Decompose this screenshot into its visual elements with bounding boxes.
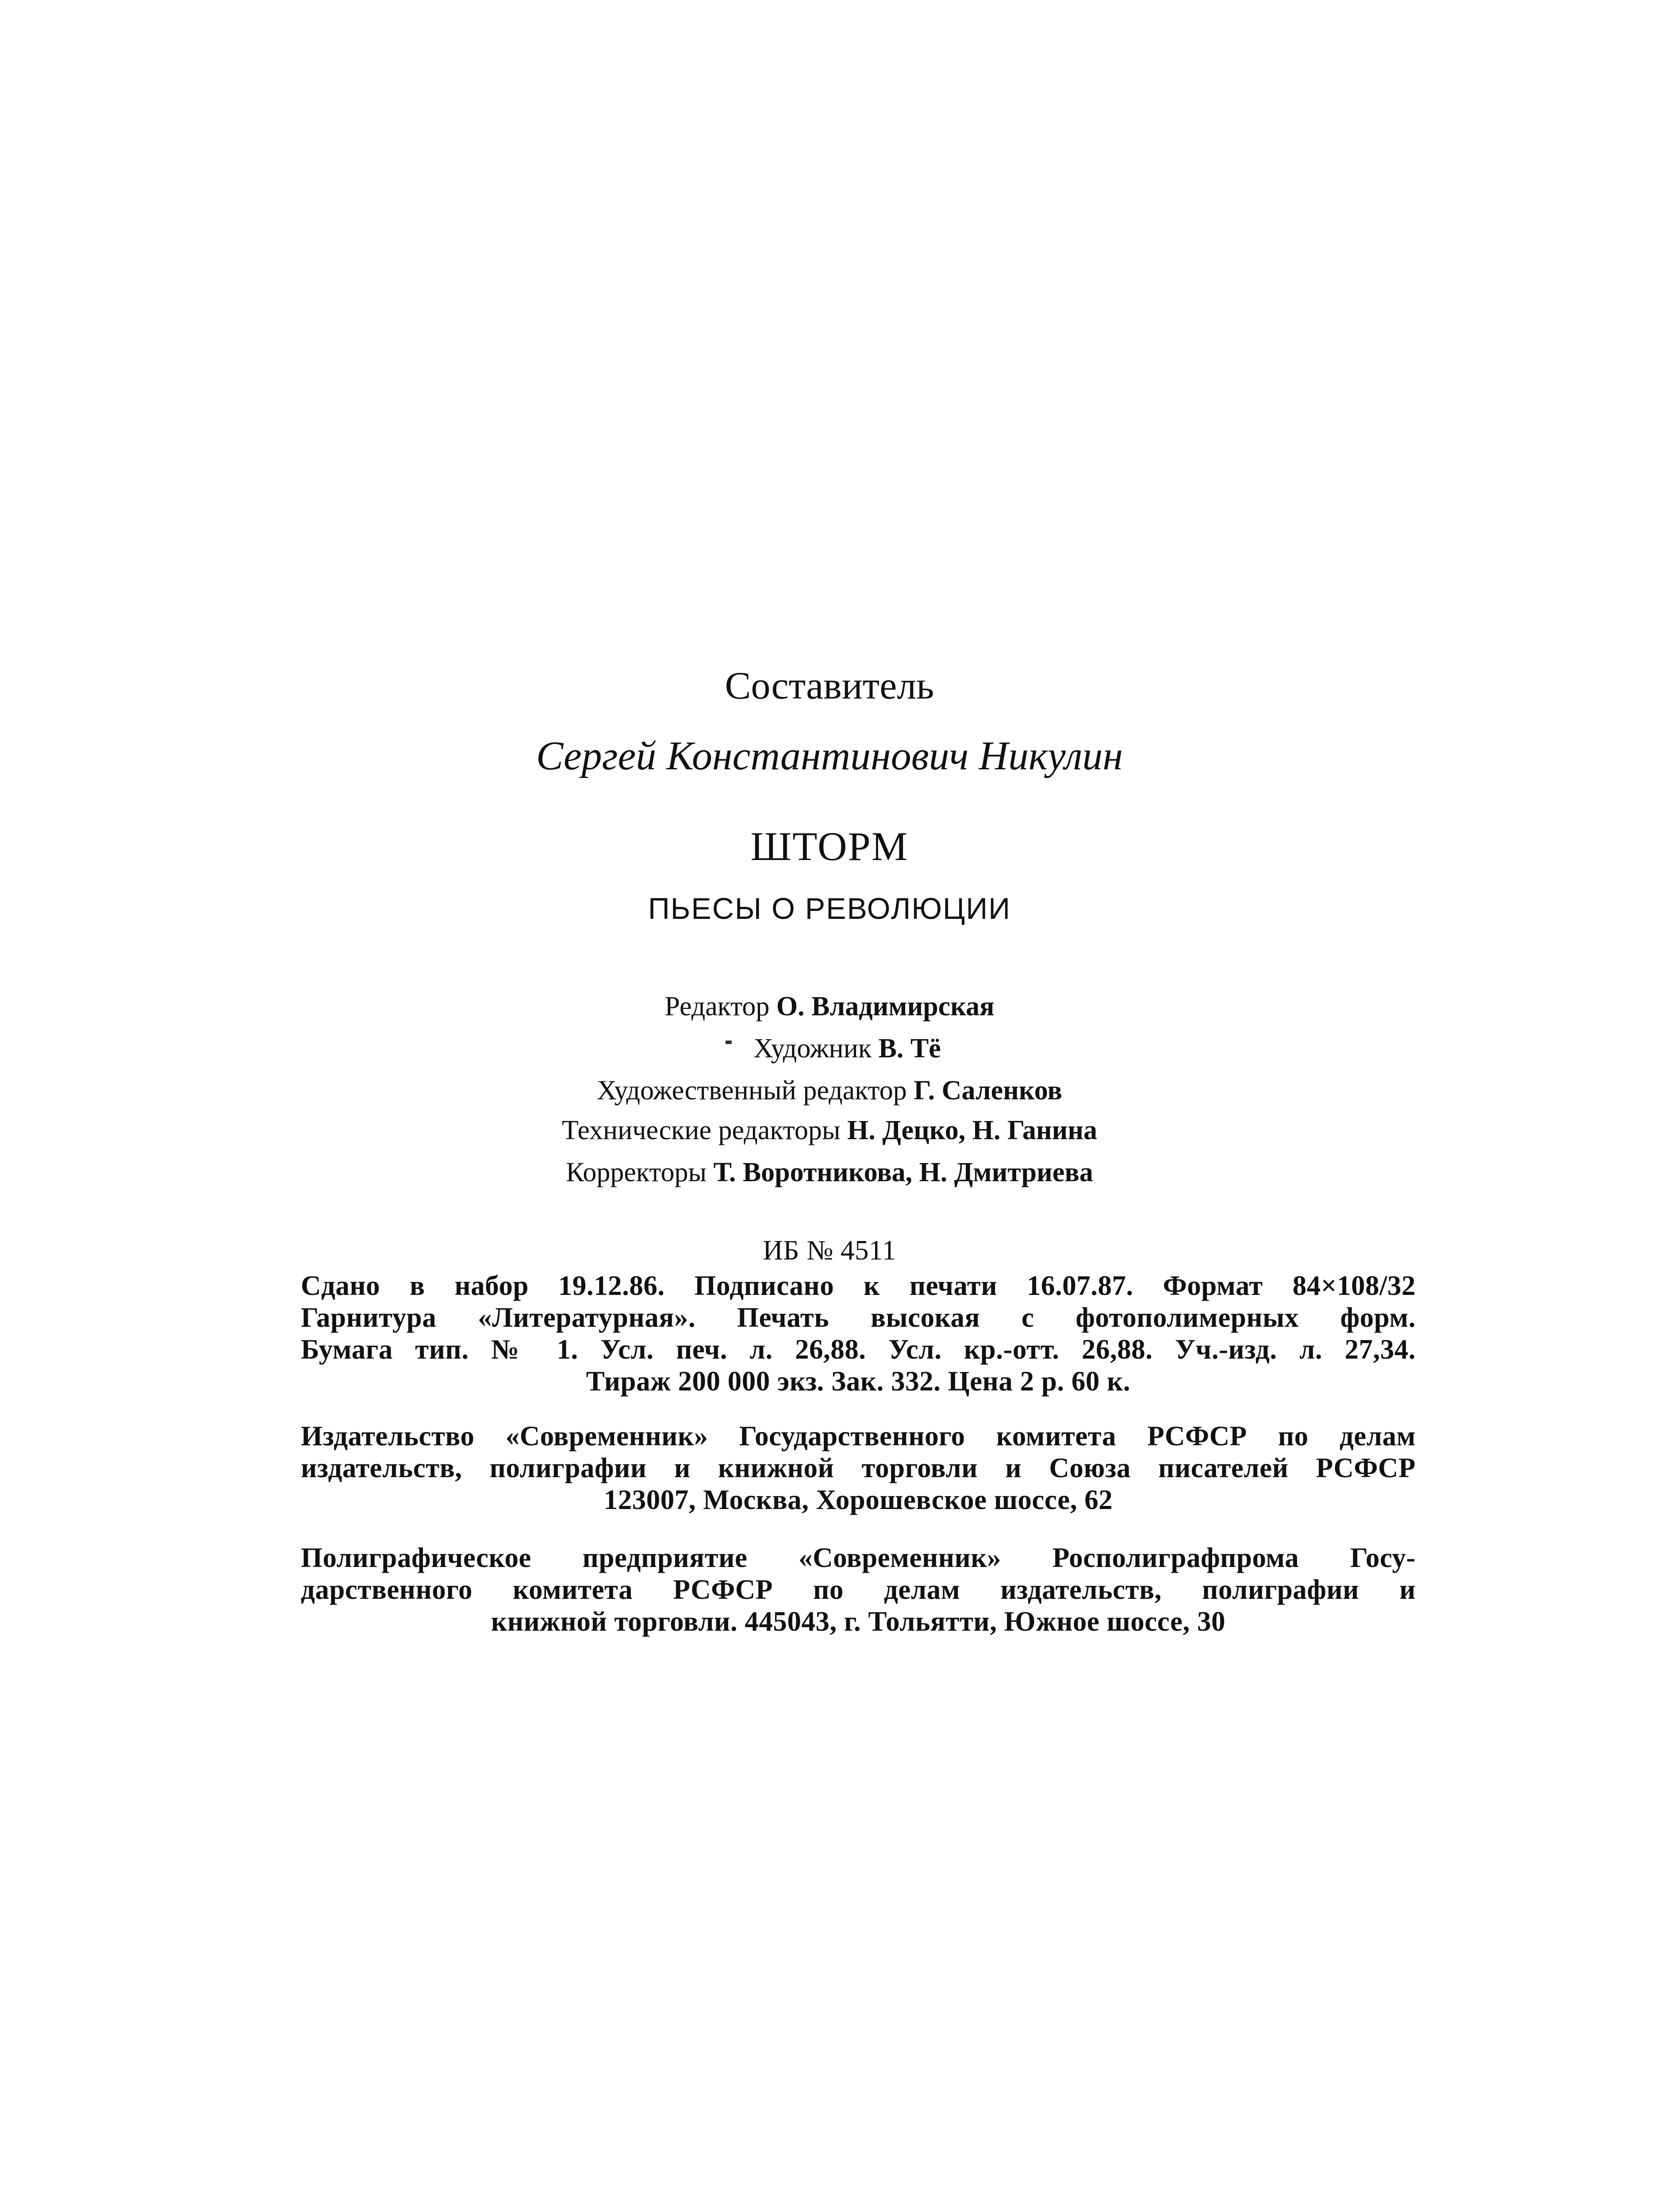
credit-proofreaders bbox=[0, 1157, 1659, 1188]
credit-names: Н. Децко, Н. Ганина bbox=[847, 1115, 1098, 1145]
print-details-line: Бумага тип. № 1. Усл. печ. л. 26,88. Усл. кр.-отт. 26,88. Уч.-изд. л. 27,34. bbox=[301, 1334, 1416, 1365]
credit-role: Редактор bbox=[664, 991, 770, 1022]
printer-info bbox=[301, 1542, 1416, 1637]
compiler-name: Сергей Константинович Никулин bbox=[536, 733, 1123, 778]
credit-editor bbox=[0, 991, 1659, 1022]
credit-role: Художник bbox=[753, 1033, 872, 1064]
printer-line: Полиграфическое предприятие «Современник» Росполиграфпрома Госу- bbox=[301, 1542, 1416, 1573]
print-details-line: Гарнитура «Литературная». Печать высокая с фотополимерных форм. bbox=[301, 1302, 1416, 1333]
credit-names: Т. Воротникова, Н. Дмитриева bbox=[713, 1157, 1093, 1187]
credit-names: В. Тё bbox=[878, 1033, 941, 1064]
publisher-info bbox=[301, 1420, 1416, 1516]
credit-role: Художественный редактор bbox=[597, 1075, 907, 1106]
book-subtitle: ПЬЕСЫ О РЕВОЛЮЦИИ bbox=[648, 892, 1011, 926]
print-details-line: Тираж 200 000 экз. Зак. 332. Цена 2 р. 60 к. bbox=[586, 1366, 1131, 1397]
publisher-line: Издательство «Современник» Государственного комитета РСФСР по делам bbox=[301, 1421, 1416, 1452]
ib-number: ИБ № 4511 bbox=[763, 1235, 896, 1266]
print-details-line: Сдано в набор 19.12.86. Подписано к печати 16.07.87. Формат 84×108/32 bbox=[301, 1270, 1416, 1301]
book-title: ШТОРМ bbox=[750, 824, 909, 869]
publisher-line: 123007, Москва, Хорошевское шоссе, 62 bbox=[603, 1484, 1113, 1515]
credit-technical-editors bbox=[0, 1115, 1659, 1146]
print-details bbox=[301, 1270, 1416, 1397]
credit-art-editor bbox=[0, 1075, 1659, 1106]
printer-line: дарственного комитета РСФСР по делам издательств, полиграфии и bbox=[301, 1574, 1416, 1605]
credit-artist bbox=[18, 1033, 1659, 1064]
credit-role: Корректоры bbox=[566, 1157, 707, 1187]
publisher-line: издательств, полиграфии и книжной торговли и Союза писателей РСФСР bbox=[301, 1452, 1416, 1483]
printer-line: книжной торговли. 445043, г. Тольятти, Южное шоссе, 30 bbox=[491, 1606, 1225, 1637]
credit-role: Технические редакторы bbox=[561, 1115, 841, 1145]
credit-names: О. Владимирская bbox=[776, 991, 995, 1022]
credit-names: Г. Саленков bbox=[914, 1075, 1062, 1106]
compiler-label: Составитель bbox=[725, 664, 934, 707]
